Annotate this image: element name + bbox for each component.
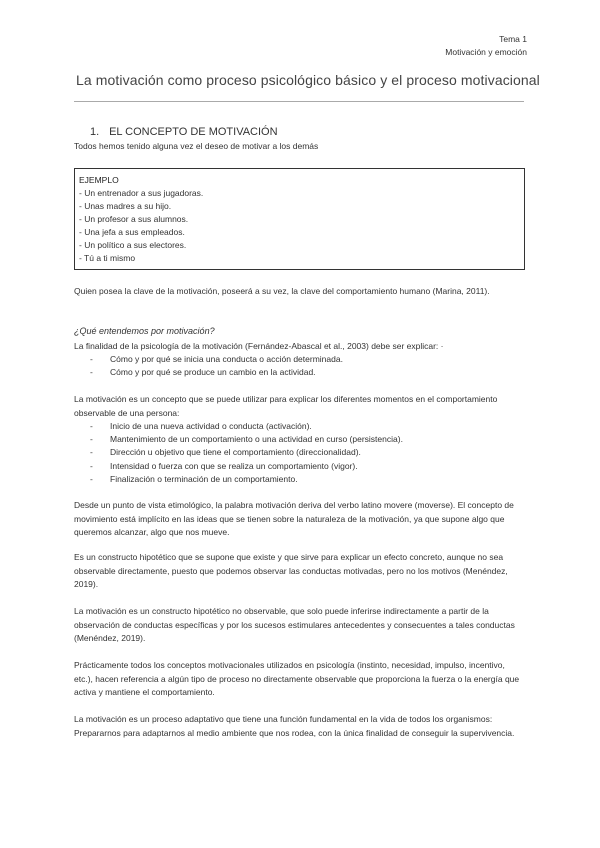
- example-item: - Un entrenador a sus jugadoras.: [79, 188, 204, 198]
- list-item: - Intensidad o fuerza con que se realiza un comportamiento (vigor).: [74, 460, 526, 473]
- header-topic: Tema 1: [499, 34, 527, 44]
- purpose-list: [74, 353, 526, 379]
- paragraph-concepts: Prácticamente todos los conceptos motivacionales utilizados en psicología (instinto, necesidad, impulso, incentivo, etc.), hacen referencia a algún tipo de proceso no directamente observable que proporciona la fuerza o la energía que activa y mantiene el comportamiento.: [74, 660, 520, 697]
- paragraph-construct: Es un constructo hipotético que se supone que existe y que sirve para explicar un efecto concreto, aunque no sea observable directamente, puesto que podemos observar las conductas motivadas, pero no los motivos (Menéndez, 2019).: [74, 552, 508, 589]
- list-item: - Cómo y por qué se inicia una conducta o acción determinada.: [74, 353, 526, 366]
- header-subject: Motivación y emoción: [445, 47, 527, 57]
- example-box: [74, 168, 525, 270]
- example-item: - Una jefa a sus empleados.: [79, 227, 185, 237]
- page-header: [445, 33, 527, 59]
- concept-list: [74, 420, 526, 486]
- section-title: EL CONCEPTO DE MOTIVACIÓN: [109, 126, 278, 138]
- question-heading: ¿Qué entendemos por motivación?: [74, 326, 215, 336]
- list-item: - Dirección u objetivo que tiene el comportamiento (direccionalidad).: [74, 446, 526, 459]
- section-number: 1.: [90, 126, 100, 138]
- list-item: - Inicio de una nueva actividad o conducta (activación).: [74, 420, 526, 433]
- quote-marina: Quien posea la clave de la motivación, poseerá a su vez, la clave del comportamiento humano (Marina, 2011).: [74, 286, 490, 296]
- purpose-text: La finalidad de la psicología de la motivación (Fernández-Abascal et al., 2003) debe ser explicar: ·: [74, 341, 444, 351]
- example-item: - Un profesor a sus alumnos.: [79, 214, 189, 224]
- example-item: - Tú a ti mismo: [79, 253, 136, 263]
- paragraph-etymology: Desde un punto de vista etimológico, la palabra motivación deriva del verbo latino movere (moverse). El concepto de movimiento está implícito en las ideas que se tienen sobre la naturaleza de la motivación, ya que supone algo que queremos alcanzar, algo que nos mueve.: [74, 500, 514, 537]
- paragraph-inference: La motivación es un constructo hipotético no observable, que solo puede inferirse indirectamente a partir de la observación de conductas específicas y por los sucesos estimulares antecedentes y consecuentes a tales conductas (Menéndez, 2019).: [74, 606, 515, 643]
- intro-text: Todos hemos tenido alguna vez el deseo de motivar a los demás: [74, 141, 319, 151]
- list-item: - Mantenimiento de un comportamiento o una actividad en curso (persistencia).: [74, 433, 526, 446]
- paragraph-adaptive: La motivación es un proceso adaptativo que tiene una función fundamental en la vida de todos los organismos: Prepararnos para adaptarnos al medio ambiente que nos rodea, con la única finalidad de conseguir la supervivencia.: [74, 714, 515, 738]
- example-item: - Unas madres a su hijo.: [79, 201, 172, 211]
- example-item: - Un político a sus electores.: [79, 240, 187, 250]
- document-title: La motivación como proceso psicológico básico y el proceso motivacional: [76, 72, 540, 88]
- concept-text: La motivación es un concepto que se puede utilizar para explicar los diferentes momentos en el comportamiento observable de una persona:: [74, 394, 498, 418]
- title-divider: [74, 101, 524, 102]
- section-heading: [90, 126, 278, 138]
- example-heading: EJEMPLO: [79, 175, 119, 185]
- list-item: - Finalización o terminación de un comportamiento.: [74, 473, 526, 486]
- list-item: - Cómo y por qué se produce un cambio en la actividad.: [74, 366, 526, 379]
